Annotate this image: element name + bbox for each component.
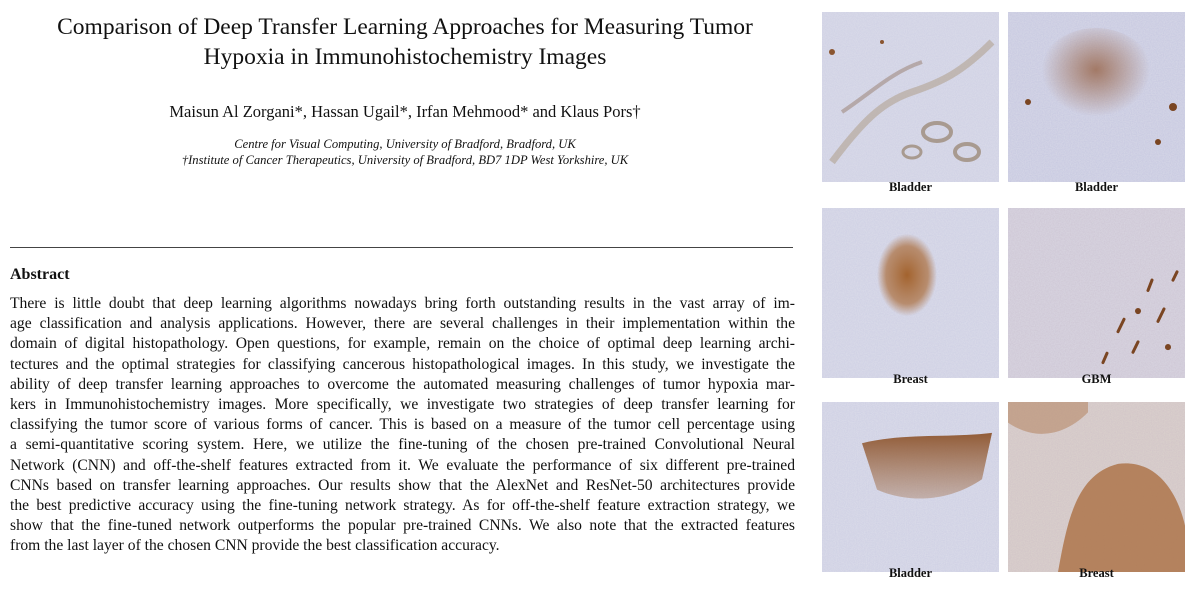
title-line-1: Comparison of Deep Transfer Learning Approaches for Measuring Tumor	[57, 14, 753, 40]
abstract-line: age classification and analysis applications. However, there are several challenges in their implementation within the	[10, 315, 795, 333]
section-divider	[10, 247, 793, 248]
ihc-image-bladder-2	[1008, 12, 1185, 182]
image-caption: Bladder	[888, 180, 933, 194]
image-caption: GBM	[1081, 372, 1112, 386]
abstract-line: There is little doubt that deep learning algorithms nowadays bring forth outstanding results in the vast array of im-	[10, 295, 795, 312]
ihc-image-breast-1	[822, 208, 999, 378]
abstract-body	[10, 294, 795, 557]
ihc-image-bladder-3	[822, 402, 999, 572]
affiliations	[20, 136, 790, 168]
image-caption: Breast	[1079, 566, 1114, 580]
ihc-image-breast-2	[1008, 402, 1185, 572]
author-list: Maisun Al Zorgani*, Hassan Ugail*, Irfan Mehmood* and Klaus Pors†	[169, 102, 641, 121]
abstract-line: kers in Immunohistochemistry images. More specifically, we investigate two strategies of deep transfer learning for	[10, 396, 795, 414]
abstract-heading: Abstract	[10, 266, 70, 283]
affiliation-2: †Institute of Cancer Therapeutics, University of Bradford, BD7 1DP West Yorkshire, UK	[181, 153, 629, 167]
image-caption: Bladder	[888, 566, 933, 580]
abstract-line: the best predictive accuracy using the fine-tuning network strategy. As for off-the-shelf feature extraction strategy, we	[10, 497, 795, 515]
abstract-line: Network (CNN) and off-the-shelf features extracted from it. We evaluate the performance of six different pre-trained	[10, 456, 795, 474]
abstract-line: CNNs based on transfer learning approaches. Our results show that the AlexNet and ResNet-50 architectures provide	[10, 476, 795, 494]
ihc-image-bladder-1	[822, 12, 999, 182]
image-caption: Breast	[893, 372, 928, 386]
abstract-line: a semi-quantitative scoring system. Here, we utilize the fine-tuning of the chosen pre-trained Convolutional Neural	[10, 436, 795, 454]
abstract-line: show that the fine-tuned network outperforms the popular pre-trained CNNs. We also note that the extracted features	[10, 517, 795, 535]
abstract-line: classifying the tumor score of various forms of cancer. This is based on a measure of the tumor cell percentage using	[10, 416, 795, 434]
abstract-line: ability of deep transfer learning approaches to overcome the automated measuring challenges of tumor hypoxia mar-	[10, 375, 795, 393]
ihc-image-grid	[818, 0, 1200, 615]
abstract-line: tectures and the optimal strategies for classifying cancerous histopathological images. In this study, we investigate the	[10, 355, 795, 373]
paper-title	[20, 12, 790, 72]
abstract-line: domain of digital histopathology. Open questions, for example, remain on the choice of optimal deep learning archi-	[10, 335, 795, 353]
image-caption: Bladder	[1074, 180, 1119, 194]
ihc-image-gbm	[1008, 208, 1185, 378]
title-line-2: Hypoxia in Immunohistochemistry Images	[203, 44, 607, 70]
affiliation-1: Centre for Visual Computing, University of Bradford, Bradford, UK	[234, 137, 576, 151]
abstract-line: from the last layer of the chosen CNN provide the best classification accuracy.	[10, 537, 500, 555]
